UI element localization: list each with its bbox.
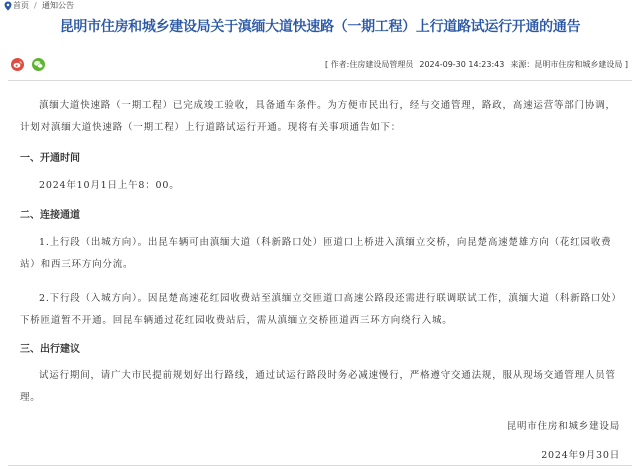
article-source: 来源：昆明市住房和城乡建设局 ] — [510, 60, 628, 69]
wechat-share-button[interactable] — [32, 58, 45, 71]
wechat-icon — [32, 58, 45, 71]
footer-divider — [8, 465, 632, 466]
breadcrumb-home-link[interactable]: 首页 — [13, 1, 29, 10]
breadcrumb — [0, 0, 640, 12]
location-pin-icon — [3, 1, 13, 11]
section-heading: 一、开通时间 — [20, 153, 80, 164]
breadcrumb-current-link[interactable]: 通知公告 — [42, 1, 74, 10]
signature: 昆明市住房和城乡建设局 — [506, 421, 620, 432]
section-paragraph: 2.下行段（入城方向）。因昆楚高速花红园收费站至滇缅立交匝道口高速公路段还需进行联调联试工作，滇缅大道（科新路口处）下桥匝道暂不开通。回昆车辆通过花红园收费站后，需从滇缅立交桥匝道西三环方向绕行入城。 — [20, 293, 622, 326]
section-paragraph: 1.上行段（出城方向）。出昆车辆可由滇缅大道（科新路口处）匝道口上桥进入滇缅立交桥，向昆楚高速楚雄方向（花红园收费站）和西三环方向分流。 — [20, 237, 612, 270]
section-paragraph: 试运行期间，请广大市民提前规划好出行路线，通过试运行路段时务必减速慢行，严格遵守交通法规，服从现场交通管理人员管理。 — [20, 370, 616, 403]
article-meta — [325, 59, 628, 71]
sign-date: 2024年9月30日 — [541, 450, 620, 461]
article-date: 2024-09-30 14:23:43 — [419, 60, 505, 69]
weibo-share-button[interactable] — [11, 58, 24, 71]
breadcrumb-separator: / — [34, 1, 37, 10]
section-paragraph: 2024年10月1日上午8：00。 — [39, 180, 180, 191]
intro-paragraph: 滇缅大道快速路（一期工程）已完成竣工验收，具备通车条件。为方便市民出行，经与交通管理，路政，高速运营等部门协调，计划对滇缅大道快速路（一期工程）上行道路试运行开通。现将有关事项通告如下： — [20, 100, 616, 133]
weibo-icon — [11, 58, 24, 71]
section-heading: 二、连接通道 — [20, 210, 80, 221]
article-title: 昆明市住房和城乡建设局关于滇缅大道快速路（一期工程）上行道路试运行开通的通告 — [59, 19, 581, 35]
article-author: [ 作者:住房建设局管理员 — [325, 60, 414, 69]
section-heading: 三、出行建议 — [20, 344, 80, 355]
header-divider — [8, 80, 632, 81]
